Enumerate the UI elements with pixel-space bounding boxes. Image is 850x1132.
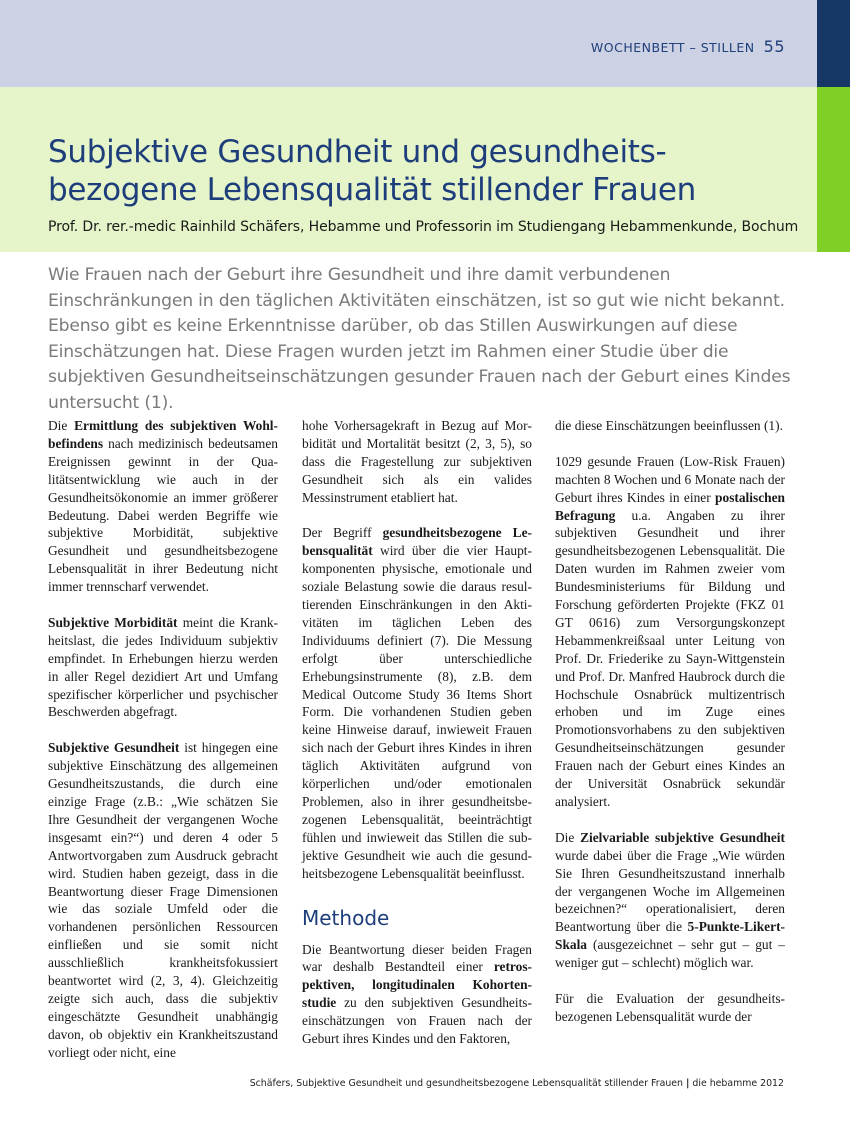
text-run: Die Beantwortung dieser beiden Fragen war deshalb Bestandteil einer <box>302 941 532 975</box>
paragraph <box>555 829 785 972</box>
text-run: wurde dabei über die Frage „Wie würden Sie Ihren Gesundheitszustand innerhalb der vergangenen Woche im Allgemeinen bezeichnen?“ operationalisiert, deren Beantwortung über die <box>555 847 785 935</box>
bold-term: Subjektive Gesundheit <box>48 740 180 756</box>
title-accent-bar <box>817 87 850 252</box>
bold-term: 5-Punkte-Likert-Skala <box>555 919 785 953</box>
article-title <box>48 133 788 209</box>
lead-paragraph: Wie Frauen nach der Geburt ihre Gesundheit und ihre damit verbundenen Einschränkungen in den täglichen Aktivitäten einschätzen, ist so gut wie nicht bekannt. Ebenso gibt es keine Erkenntnisse darüber, ob das Stillen Auswirkungen auf diese Einschätzungen hat. Diese Fragen wurden jetzt im Rahmen einer Studie über die subjektiven Gesundheitseinschätzungen gesunder Frauen nach der Geburt eines Kindes untersucht (1). <box>48 265 791 413</box>
text-run: zu den subjektiven Gesundheitseinschätzungen von Frauen nach der Geburt ihres Kindes und den Faktoren, <box>302 995 532 1047</box>
author-line: Prof. Dr. rer.-medic Rainhild Schäfers, Hebamme und Professorin im Studiengang Hebammenkunde, Bochum <box>48 219 799 235</box>
text-run: meint die Krankheitslast, die jedes Individuum subjektiv empfindet. In Erhebungen hierzu werden in aller Regel dezidiert Art und Umfang spezifischer körperlicher und psychischer Beschwerden abgefragt. <box>48 614 278 720</box>
text-run: (ausgezeichnet – sehr gut – gut – weniger gut – schlecht) möglich war. <box>555 937 785 971</box>
footer-separator: | <box>685 1078 690 1089</box>
column-1 <box>48 417 278 1062</box>
paragraph <box>555 453 785 811</box>
text-run: nach medizinisch bedeutsamen Ereignissen gewinnt in der Qualitätsentwicklung wie auch in der Gesundheitsökonomie an immer größerer Bedeutung. Dabei werden Begriffe wie subjektive Morbidität, subjektive Gesundheit und gesundheitsbezogene Lebensqualität in ihrer Bedeutung nicht immer trennscharf verwendet. <box>48 435 278 595</box>
text-run: u.a. Angaben zu ihrer subjektiven Gesundheit und ihrer gesundheitsbezogenen Lebensqualität. Die Daten wurden im Rahmen zweier vom Bundesministeriums für Bildung und Forschung geförderten Projekte (FKZ 01 GT 0616) zum Versorgungskonzept Hebammenkreißsaal unter Leitung von Prof. Dr. Friederike zu Sayn-Wittgenstein und Prof. Dr. Manfred Haubrock durch die Hochschule Osnabrück multizentrisch erhoben und im Zuge eines Promotionsvorhabens zu den subjektiven Gesundheitseinschätzungen gesunder Frauen nach der Geburt eines Kindes an der Universität Osnabrück sekundär analysiert. <box>555 507 785 810</box>
text-run: Die <box>48 418 75 433</box>
footer-journal: die hebamme 2012 <box>692 1078 784 1089</box>
bold-term: Ermittlung des subjektiven Wohlbefindens <box>48 418 278 451</box>
text-run: Der Begriff <box>302 525 383 541</box>
text-run: 1029 gesunde Frauen (Low-Risk Frauen) machten 8 Wochen und 6 Monate nach der Geburt ihres Kindes in einer <box>555 453 785 505</box>
column-2 <box>302 417 532 1048</box>
section-heading: Methode <box>302 905 390 930</box>
running-head <box>591 37 785 56</box>
text-run: Die <box>555 829 581 845</box>
paragraph: die diese Einschätzungen beeinflussen (1). <box>555 418 783 433</box>
text-run: wird über die vier Hauptkomponenten physische, emotionale und soziale Belastung sowie die daraus resultierenden Einschränkungen in den Aktivitäten im täglichen Leben des Individuums definiert (7). Die Messung erfolgt über unterschiedliche Erhebungsinstrumente (8), z.B. dem Medical Outcome Study 36 Items Short Form. Die vorhandenen Studien geben keine Hinweise darauf, inwieweit Frauen sich nach der Geburt ihres Kindes in ihren täglich Aktivitäten aufgrund von körperlichen und/oder emotionalen Problemen, also in ihrer gesundheitsbezogenen Lebensqualität, beeinträchtigt fühlen und inwieweit das Stillen die subjektive Gesundheit wie auch die gesundheitsbezogene Lebensqualität beeinflusst. <box>302 543 532 881</box>
paragraph <box>48 614 278 721</box>
bold-term: postalischen Befragung <box>555 489 785 523</box>
paragraph <box>302 941 532 1048</box>
bold-term: gesundheitsbezogene Lebensqualität <box>302 525 532 559</box>
bold-term: Zielvariable subjektive Gesundheit <box>580 829 785 845</box>
paragraph <box>48 417 278 596</box>
paragraph <box>302 524 532 882</box>
paragraph: hohe Vorhersagekraft in Bezug auf Morbidität und Mortalität besitzt (2, 3, 5), so dass die Fragestellung zur subjektiven Gesundheit sich als ein valides Messinstrument etabliert hat. <box>302 418 532 505</box>
title-line-2: bezogene Lebensqualität stillender Frauen <box>48 172 696 208</box>
section-label: WOCHENBETT – STILLEN <box>590 40 755 55</box>
paragraph: Für die Evaluation der gesundheitsbezogenen Lebensqualität wurde der <box>555 990 785 1024</box>
text-run: ist hingegen eine subjektive Einschätzung des allgemeinen Gesundheitszustands, die durch eine einzige Frage (z.B.: „Wie schätzen Sie Ihre Gesundheit der vergangenen Woche insgesamt ein?“) und deren 4 oder 5 Antwortvorgaben zum Ausdruck gebracht wird. Studien haben gezeigt, dass in die Beantwortung dieser Frage Dimensionen wie das soziale Umfeld oder die vorhandenen persönlichen Ressourcen einfließen und sie somit nicht ausschließlich krankheitsfokussiert beantwortet wird (2, 3, 4). Gleichzeitig zeigte sich auch, dass die subjektiv eingeschätzte Gesundheit unabhängig davon, ob objektiv ein Krankheitszustand vorliegt oder nicht, eine <box>48 740 278 1060</box>
page-number: 55 <box>763 37 785 56</box>
header-accent-bar <box>817 0 850 87</box>
paragraph <box>48 739 278 1061</box>
footer-citation <box>250 1078 784 1089</box>
footer-text: Schäfers, Subjektive Gesundheit und gesundheitsbezogene Lebensqualität stillender Frauen <box>249 1078 683 1089</box>
title-line-1: Subjektive Gesundheit und gesundheits- <box>48 134 667 170</box>
column-3 <box>555 417 785 1026</box>
bold-term: retrospektiven, longitudinalen Kohortenstudie <box>302 959 532 1011</box>
bold-term: Subjektive Morbidität <box>48 614 178 630</box>
